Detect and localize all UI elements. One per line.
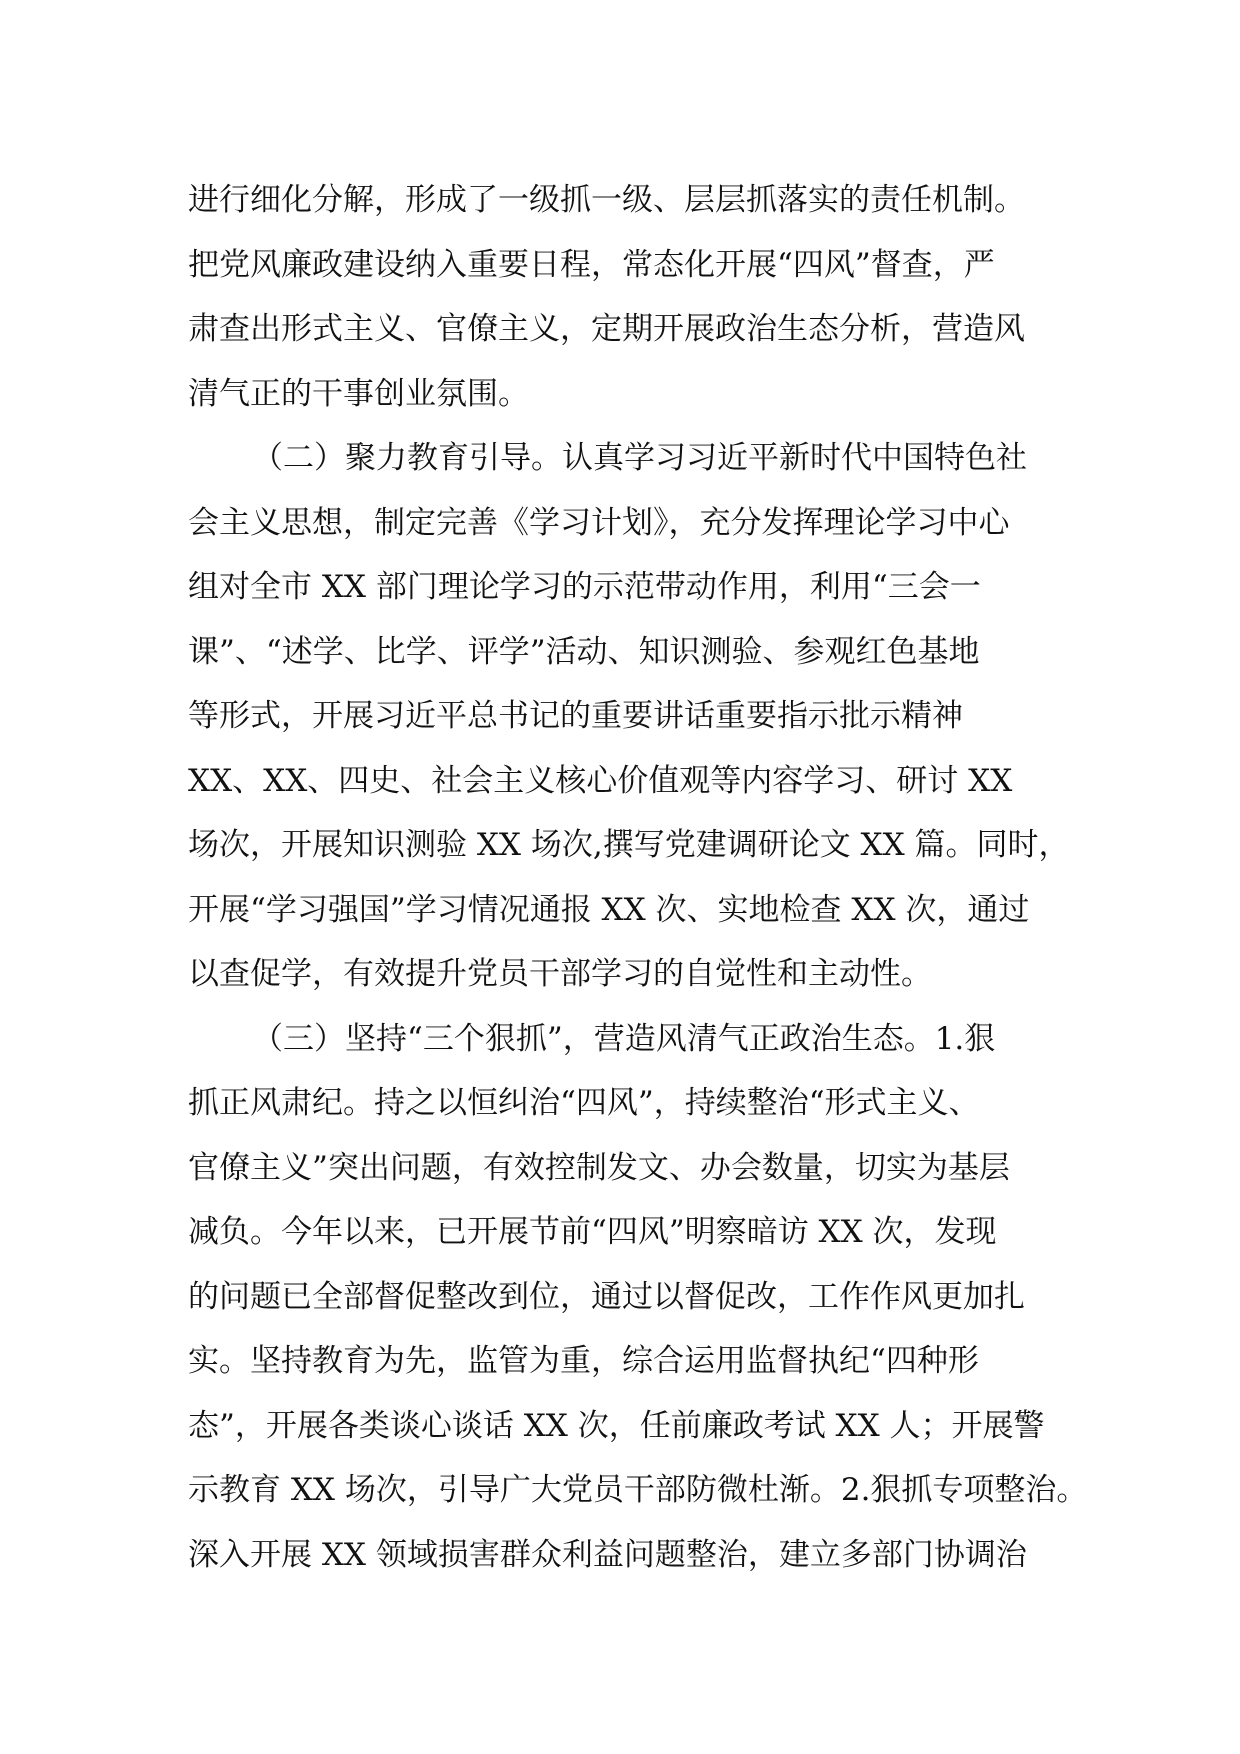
text-line: 肃查出形式主义、官僚主义，定期开展政治生态分析，营造风 xyxy=(188,311,1025,347)
text-line: 会主义思想，制定完善《学习计划》，充分发挥理论学习中心 xyxy=(188,504,1010,541)
text-line: 态”，开展各类谈心谈话 XX 次，任前廉政考试 XX 人；开展警 xyxy=(188,1407,1045,1444)
text-line: 清气正的干事创业氛围。 xyxy=(188,375,529,412)
text-line: 场次，开展知识测验 XX 场次,撰写党建调研论文 XX 篇。同时， xyxy=(188,827,1070,863)
text-line: 示教育 XX 场次，引导广大党员干部防微杜渐。2.狠抓专项整治。 xyxy=(188,1472,1088,1508)
paragraph-heading-line: （三）坚持“三个狠抓”，营造风清气正政治生态。1.狠 xyxy=(252,1020,996,1057)
text-line: 官僚主义”突出问题，有效控制发文、办会数量，切实为基层 xyxy=(188,1149,1010,1186)
text-line: 深入开展 XX 领域损害群众利益问题整治，建立多部门协调治 xyxy=(188,1536,1027,1573)
text-line: 抓正风肃纪。持之以恒纠治“四风”，持续整治“形式主义、 xyxy=(188,1085,980,1121)
text-line: 等形式，开展习近平总书记的重要讲话重要指示批示精神 xyxy=(188,698,963,734)
paragraph-heading-line: （二）聚力教育引导。认真学习习近平新时代中国特色社 xyxy=(252,440,1027,476)
text-line: 实。坚持教育为先，监管为重，综合运用监督执纪“四种形 xyxy=(188,1343,979,1379)
text-line: 组对全市 XX 部门理论学习的示范带动作用，利用“三会一 xyxy=(188,569,981,605)
text-line: XX、XX、四史、社会主义核心价值观等内容学习、研讨 XX xyxy=(188,762,1013,799)
text-line: 减负。今年以来，已开展节前“四风”明察暗访 XX 次，发现 xyxy=(188,1214,997,1250)
text-line: 把党风廉政建设纳入重要日程，常态化开展“四风”督查，严 xyxy=(188,246,995,283)
text-line: 课”、“述学、比学、评学”活动、知识测验、参观红色基地 xyxy=(188,633,980,670)
body-text xyxy=(188,168,1088,1587)
text-line: 开展“学习强国”学习情况通报 XX 次、实地检查 XX 次，通过 xyxy=(188,891,1030,928)
text-line: 以查促学，有效提升党员干部学习的自觉性和主动性。 xyxy=(188,956,932,992)
text-line: 进行细化分解，形成了一级抓一级、层层抓落实的责任机制。 xyxy=(188,182,1025,218)
text-line: 的问题已全部督促整改到位，通过以督促改，工作作风更加扎 xyxy=(188,1278,1025,1315)
